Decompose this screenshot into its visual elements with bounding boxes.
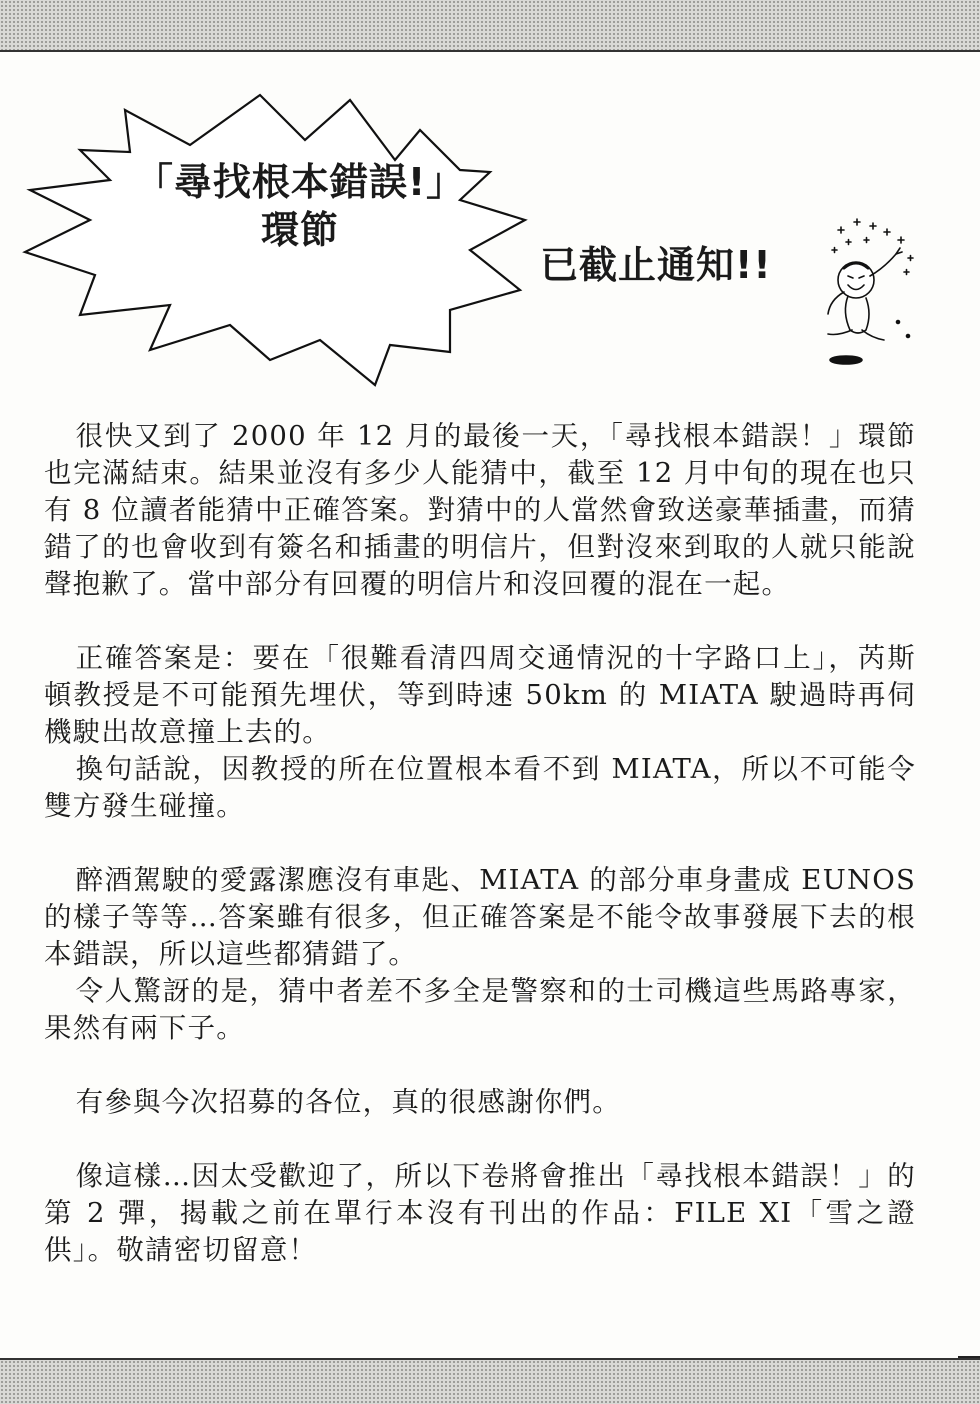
paragraph-thanks: 有參與今次招募的各位，真的很感謝你們。 <box>75 1086 621 1118</box>
burst-title-line1: 「尋找根本錯誤!」 <box>134 160 466 204</box>
paragraph-explanation: 換句話說，因教授的所在位置根本看不到 MIATA，所以不可能令雙方發生碰撞。 <box>44 753 916 822</box>
paragraph-answer: 正確答案是：要在「很難看清四周交通情況的十字路口上」，芮斯頓教授是不可能預先埋伏，等到時速 50km 的 MIATA 駛過時再伺機駛出故意撞上去的。 <box>44 642 916 748</box>
article-body <box>44 418 916 1269</box>
paragraph-results: 很快又到了 2000 年 12 月的最後一天，「尋找根本錯誤！」環節也完滿結束。結果並沒有多少人能猜中，截至 12 月中旬的現在也只有 8 位讀者能猜中正確答案。對猜中的人當然會致送豪華插畫，而猜錯了的也會收到有簽名和插畫的明信片，但對沒來到取的人就只能說聲抱歉了。當中部分有回覆的明信片和沒回覆的混在一起。 <box>44 420 916 600</box>
cheering-mascot-icon <box>818 210 928 375</box>
paragraph-next-volume: 像這樣…因太受歡迎了，所以下卷將會推出「尋找根本錯誤！」的第 2 彈，揭載之前在單行本沒有刊出的作品：FILE XI「雪之證供」。敬請密切留意！ <box>44 1160 916 1266</box>
burst-title <box>115 158 485 254</box>
paragraph-winners: 令人驚訝的是，猜中者差不多全是警察和的士司機這些馬路專家，果然有兩下子。 <box>44 975 916 1044</box>
burst-title-line2: 環節 <box>260 208 339 252</box>
bottom-screentone-band <box>0 1358 980 1404</box>
paragraph-wrong-guesses: 醉酒駕駛的愛露潔應沒有車匙、MIATA 的部分車身畫成 EUNOS 的樣子等等…答案雖有很多，但正確答案是不能令故事發展下去的根本錯誤，所以這些都猜錯了。 <box>44 864 916 970</box>
closed-notice-heading: 已截止通知!! <box>540 243 772 287</box>
top-screentone-band <box>0 0 980 52</box>
